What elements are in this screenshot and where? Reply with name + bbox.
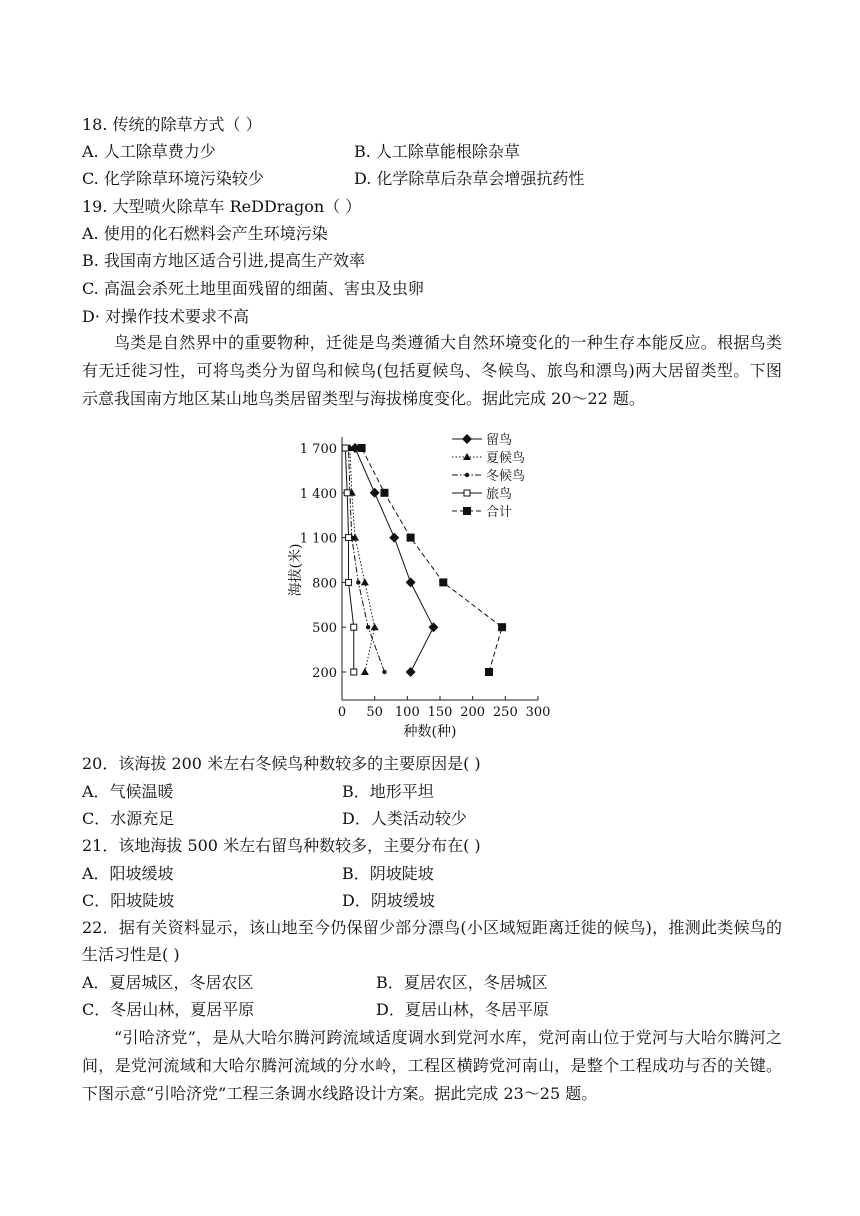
series-point-0 (406, 577, 416, 587)
q18-stem: 18. 传统的除草方式（ ） (82, 115, 262, 134)
legend-marker-0 (462, 434, 472, 444)
y-tick-label: 1 400 (299, 486, 337, 502)
x-tick-label: 100 (394, 705, 420, 720)
series-point-1 (361, 668, 369, 675)
series-point-3 (351, 624, 357, 630)
legend-marker-2 (465, 473, 469, 477)
q19-stem: 19. 大型喷火除草车 ReDDragon（ ） (82, 197, 362, 216)
y-tick-label: 500 (312, 621, 337, 637)
x-tick-label: 300 (525, 705, 551, 720)
q20-option-b: B．地形平坦 (342, 782, 434, 801)
series-point-1 (361, 578, 369, 585)
series-point-0 (406, 667, 416, 677)
y-tick-label: 1 700 (299, 442, 337, 457)
legend-label-2: 冬候鸟 (486, 469, 526, 484)
series-point-0 (370, 488, 380, 498)
series-point-4 (498, 623, 506, 631)
series-point-1 (371, 623, 379, 630)
series-point-4 (485, 668, 493, 676)
y-tick-label: 800 (312, 576, 337, 592)
x-tick-label: 150 (427, 705, 453, 720)
series-point-0 (389, 533, 399, 543)
q19-option-c: C. 高温会杀死土地里面残留的细菌、害虫及虫卵 (82, 279, 424, 298)
q22-option-c: C．冬居山林，夏居平原 (82, 1000, 255, 1019)
series-point-3 (346, 535, 352, 541)
q18-option-b: B. 人工除草能根除杂草 (354, 142, 520, 161)
legend-label-4: 合计 (486, 505, 513, 520)
series-point-2 (366, 625, 370, 629)
bird-altitude-chart (270, 425, 570, 745)
legend-marker-4 (463, 507, 471, 515)
q19-option-d: D· 对操作技术要求不高 (82, 307, 250, 326)
q18-option-c: C. 化学除草环境污染较少 (82, 169, 264, 188)
series-point-3 (351, 669, 357, 675)
q21-stem: 21．该地海拔 500 米左右留鸟种数较多，主要分布在( ) (82, 836, 481, 855)
q20-option-c: C．水源充足 (82, 809, 175, 828)
series-point-4 (407, 534, 415, 542)
series-point-4 (358, 444, 366, 452)
series-line-0 (355, 448, 433, 672)
series-line-3 (345, 448, 353, 672)
q21-option-a: A．阳坡缓坡 (82, 864, 174, 883)
passage-birds (82, 329, 782, 413)
q18-option-a: A. 人工除草费力少 (82, 142, 216, 161)
legend-label-3: 旅鸟 (486, 487, 513, 502)
series-point-3 (346, 579, 352, 585)
q20-option-d: D．人类活动较少 (342, 809, 467, 828)
series-point-2 (382, 670, 386, 674)
x-tick-label: 250 (492, 705, 518, 720)
x-tick-label: 200 (460, 705, 486, 720)
q18-option-d: D. 化学除草后杂草会增强抗药性 (354, 169, 585, 188)
q22-option-d: D．夏居山林，冬居平原 (376, 1000, 549, 1019)
x-axis-label: 种数(种) (403, 724, 457, 740)
x-tick-label: 50 (366, 705, 383, 720)
q20-option-a: A．气候温暖 (82, 782, 174, 801)
legend-label-1: 夏候鸟 (486, 451, 526, 466)
series-point-3 (342, 445, 348, 451)
q20-stem: 20．该海拔 200 米左右冬候鸟种数较多的主要原因是( ) (82, 754, 481, 773)
passage-water-diversion (82, 1024, 782, 1108)
y-tick-label: 200 (312, 666, 337, 681)
q19-option-b: B. 我国南方地区适合引进,提高生产效率 (82, 251, 366, 270)
series-line-4 (362, 448, 502, 672)
q22-option-a: A．夏居城区，冬居农区 (82, 973, 254, 992)
x-tick-label: 0 (337, 705, 347, 720)
series-point-0 (428, 622, 438, 632)
q22-stem: 22．据有关资料显示，该山地至今仍保留少部分漂鸟(小区域短距离迁徙的候鸟)，推测此类候鸟的生活习性是( ) (82, 918, 782, 964)
q22-option-b: B．夏居农区，冬居城区 (376, 973, 548, 992)
q19-option-a: A. 使用的化石燃料会产生环境污染 (82, 224, 328, 243)
series-point-3 (344, 490, 350, 496)
legend-label-0: 留鸟 (486, 433, 513, 448)
legend-marker-3 (464, 490, 470, 496)
q21-option-c: C．阳坡陡坡 (82, 891, 175, 910)
series-point-4 (380, 489, 388, 497)
y-axis-label: 海拔(米) (288, 543, 304, 597)
q21-option-b: B．阴坡陡坡 (342, 864, 434, 883)
series-point-2 (356, 580, 360, 584)
series-point-4 (439, 578, 447, 586)
passage-birds-text: 鸟类是自然界中的重要物种，迁徙是鸟类遵循大自然环境变化的一种生存本能反应。根据鸟类有无迁徙习性，可将鸟类分为留鸟和候鸟(包括夏候鸟、冬候鸟、旅鸟和漂鸟)两大居留类型。下图示意我国南方地区某山地鸟类居留类型与海拔梯度变化。据此完成 20～22 题。 (82, 333, 782, 408)
passage-water-diversion-text: “引哈济党”，是从大哈尔腾河跨流域适度调水到党河水库，党河南山位于党河与大哈尔腾河之间，是党河流域和大哈尔腾河流域的分水岭，工程区横跨党河南山，是整个工程成功与否的关键。下图示意“引哈济党”工程三条调水线路设计方案。据此完成 23～25 题。 (82, 1028, 782, 1103)
q21-option-d: D．阴坡缓坡 (342, 891, 435, 910)
y-tick-label: 1 100 (299, 531, 337, 547)
